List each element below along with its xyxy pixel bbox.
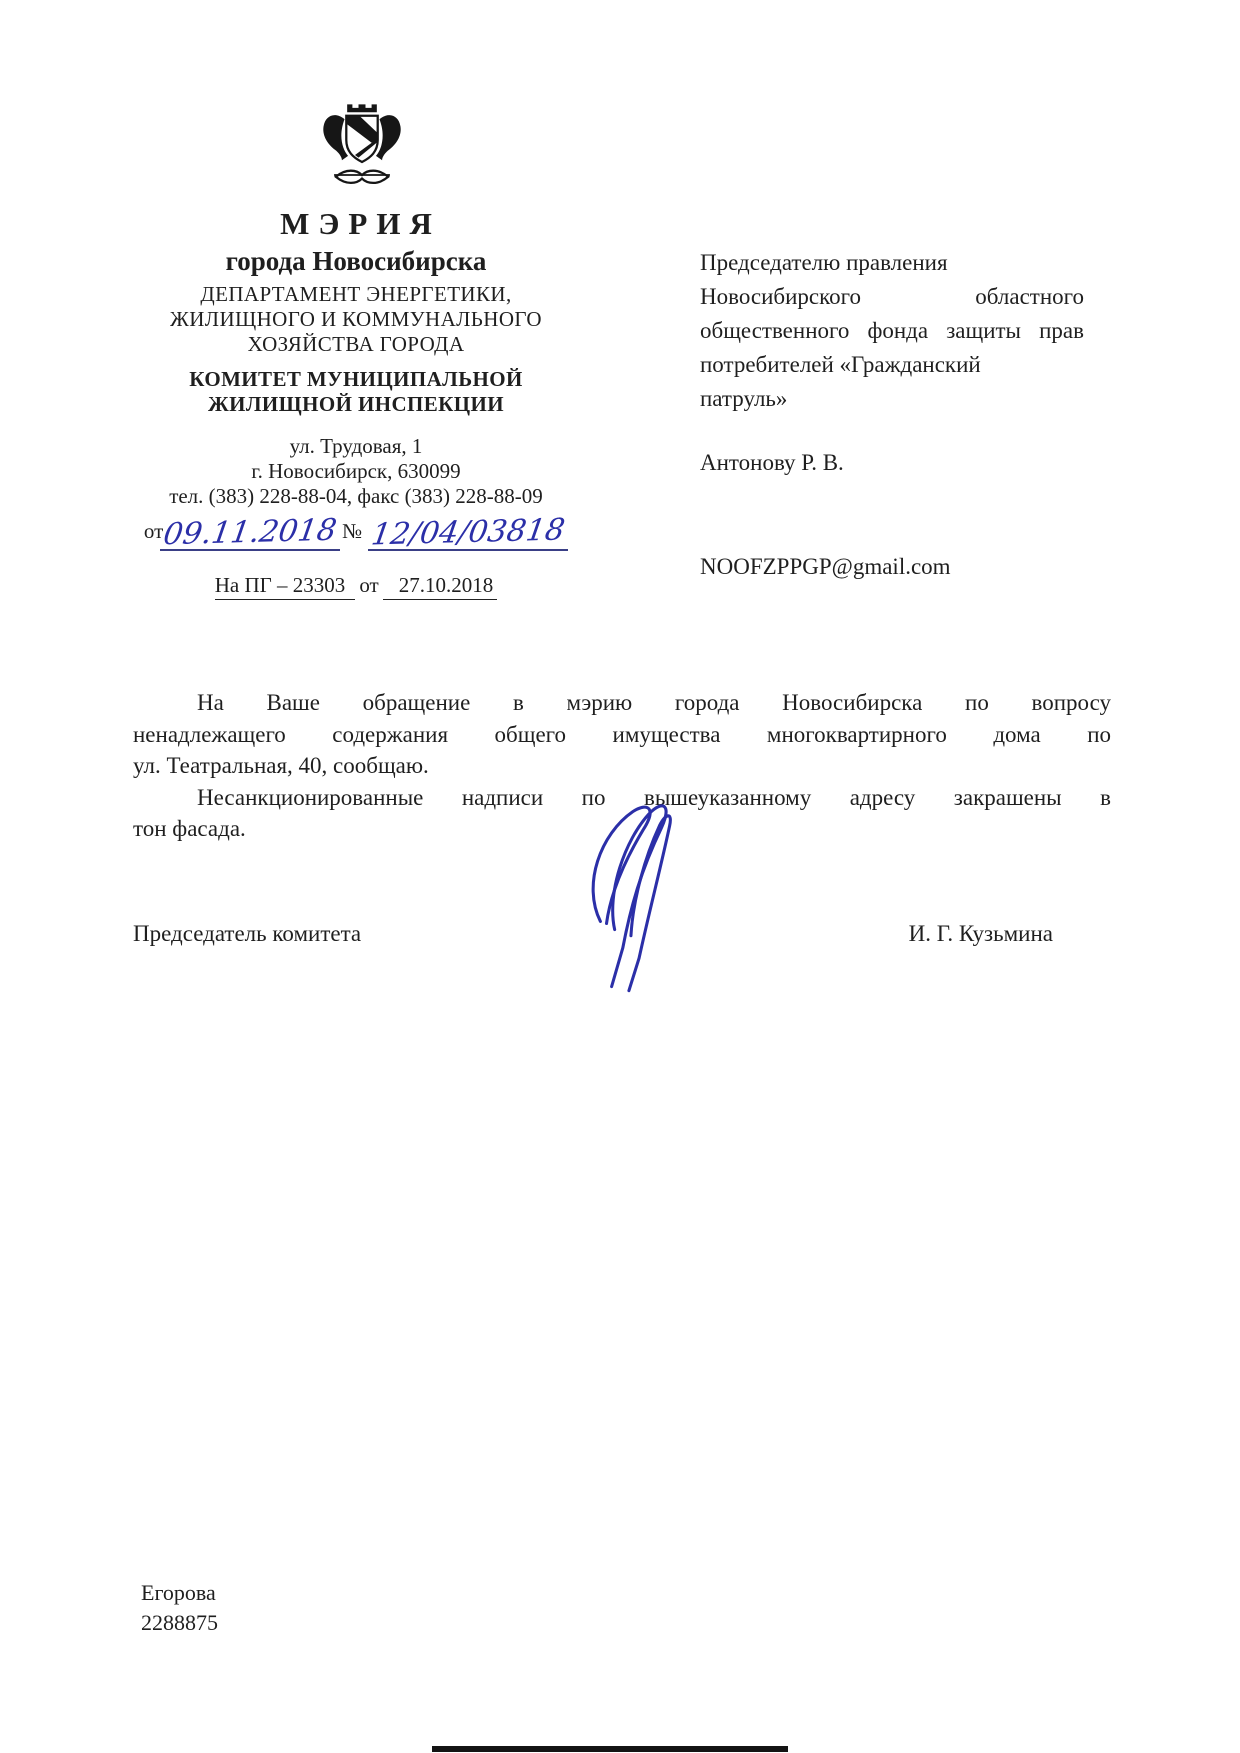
org-department-line: ДЕПАРТАМЕНТ ЭНЕРГЕТИКИ, (200, 282, 512, 306)
org-address-line: тел. (383) 228-88-04, факс (383) 228-88-09 (169, 484, 543, 508)
org-committee (140, 367, 572, 417)
signer-name: И. Г. Кузьмина (908, 921, 1053, 946)
recipient-name: Антонову Р. В. (700, 450, 844, 475)
recipient-line: патруль» (700, 386, 788, 411)
org-title: МЭРИЯ (280, 206, 441, 241)
incoming-ref-number: На ПГ – 23303 (215, 573, 356, 600)
body-line: ул. Театральная, 40, сообщаю. (133, 753, 429, 779)
novosibirsk-coat-of-arms-icon (316, 100, 408, 196)
org-committee-line: КОМИТЕТ МУНИЦИПАЛЬНОЙ (189, 367, 523, 391)
handwritten-number: 12/04/03818 (369, 512, 568, 553)
outgoing-ref-line (140, 512, 572, 562)
executor-block (141, 1578, 218, 1638)
scan-artifact-bar (432, 1746, 788, 1752)
recipient-line: общественного фонда защиты прав (700, 318, 1084, 343)
incoming-ref-from-label: от (359, 573, 379, 597)
ref-from-label: от (143, 519, 164, 543)
org-address-line: ул. Трудовая, 1 (289, 434, 423, 458)
org-department-line: ЖИЛИЩНОГО И КОММУНАЛЬНОГО (170, 307, 542, 331)
executor-phone: 2288875 (141, 1610, 218, 1635)
org-address (140, 434, 572, 509)
incoming-ref-date: 27.10.2018 (383, 573, 498, 600)
recipient-line: потребителей «Гражданский (700, 352, 981, 377)
org-department (140, 282, 572, 357)
body-line: На Ваше обращение в мэрию города Новосибирска по вопросу (197, 690, 1111, 715)
handwritten-date: 09.11.2018 (161, 512, 340, 553)
body-line: ненадлежащего содержания общего имущества многоквартирного дома по (133, 721, 1111, 747)
org-subtitle: города Новосибирска (225, 246, 487, 276)
recipient-line: Председателю правления (700, 250, 948, 275)
org-department-line: ХОЗЯЙСТВА ГОРОДА (247, 332, 465, 356)
org-committee-line: ЖИЛИЩНОЙ ИНСПЕКЦИИ (207, 392, 504, 416)
incoming-ref-line (140, 572, 572, 598)
body-line: тон фасада. (133, 816, 246, 842)
sender-header-block (140, 204, 572, 598)
ref-number-label: № (342, 519, 363, 543)
signer-position-title: Председатель комитета (133, 921, 362, 946)
recipient-email: NOOFZPPGP@gmail.com (700, 554, 951, 579)
handwritten-number-field (368, 512, 568, 553)
org-address-line: г. Новосибирск, 630099 (251, 459, 461, 483)
body-line: Несанкционированные надписи по вышеуказанному адресу закрашены в (197, 784, 1111, 810)
recipient-block (700, 246, 1084, 584)
executor-name: Егорова (141, 1580, 216, 1605)
handwritten-signature (578, 798, 690, 994)
recipient-line: Новосибирского областного (700, 284, 1084, 309)
handwritten-date-field (160, 512, 340, 553)
